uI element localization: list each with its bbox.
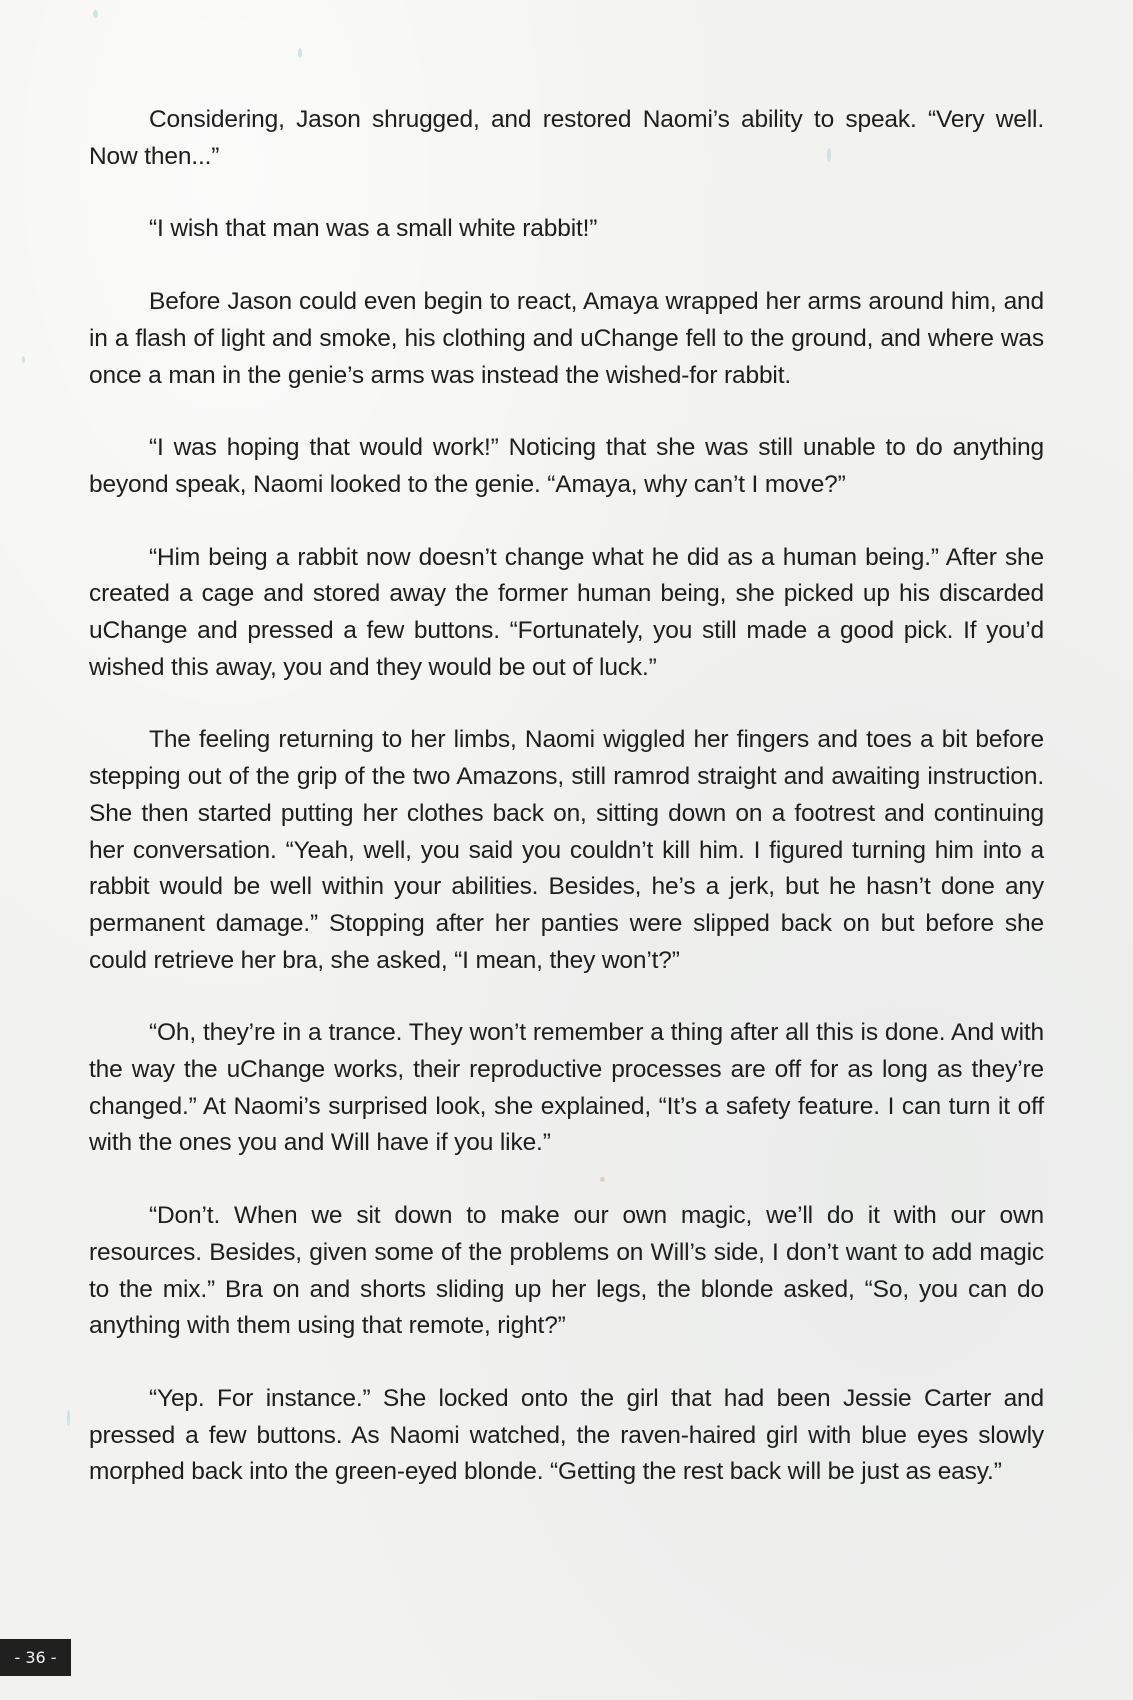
paragraph: Considering, Jason shrugged, and restored Naomi’s ability to speak. “Very well. Now then...” [89,106,1044,170]
paragraph: “I was hoping that would work!” Noticing that she was still unable to do anything beyond speak, Naomi looked to the genie. “Amaya, why can’t I move?” [89,434,1044,498]
page-number: - 36 - [0,1639,71,1676]
paragraph: “Oh, they’re in a trance. They won’t remember a thing after all this is done. And with the way the uChange works, their reproductive processes are off for as long as they’re changed.” At Naomi’s surprised look, she explained, “It’s a safety feature. I can turn it off with the ones you and Will have if you like.” [89,1019,1044,1157]
paragraph: The feeling returning to her limbs, Naomi wiggled her fingers and toes a bit before stepping out of the grip of the two Amazons, still ramrod straight and awaiting instruction. She then started putting her clothes back on, sitting down on a footrest and continuing her conversation. “Yeah, well, you said you couldn’t kill him. I figured turning him into a rabbit would be well within your abilities. Besides, he’s a jerk, but he hasn’t done any permanent damage.” Stopping after her panties were slipped back on but before she could retrieve her bra, she asked, “I mean, they won’t?” [89,726,1044,974]
paper-speck [22,356,25,363]
paper-speck [298,48,302,58]
paragraph: “I wish that man was a small white rabbit!” [149,215,598,243]
paper-speck [93,10,98,18]
paragraph: “Don’t. When we sit down to make our own magic, we’ll do it with our own resources. Besides, given some of the problems on Will’s side, I don’t want to add magic to the mix.” Bra on and shorts sliding up her legs, the blonde asked, “So, you can do anything with them using that remote, right?” [89,1202,1044,1340]
page-body [89,102,1044,1527]
paragraph: “Him being a rabbit now doesn’t change what he did as a human being.” After she created a cage and stored away the former human being, she picked up his discarded uChange and pressed a few buttons. “Fortunately, you still made a good pick. If you’d wished this away, you and they would be out of luck.” [89,543,1044,681]
paper-speck [67,1410,70,1426]
paragraph: Before Jason could even begin to react, Amaya wrapped her arms around him, and in a flash of light and smoke, his clothing and uChange fell to the ground, and where was once a man in the genie’s arms was instead the wished-for rabbit. [89,288,1044,389]
paragraph: “Yep. For instance.” She locked onto the girl that had been Jessie Carter and pressed a few buttons. As Naomi watched, the raven-haired girl with blue eyes slowly morphed back into the green-eyed blonde. “Getting the rest back will be just as easy.” [89,1384,1044,1486]
